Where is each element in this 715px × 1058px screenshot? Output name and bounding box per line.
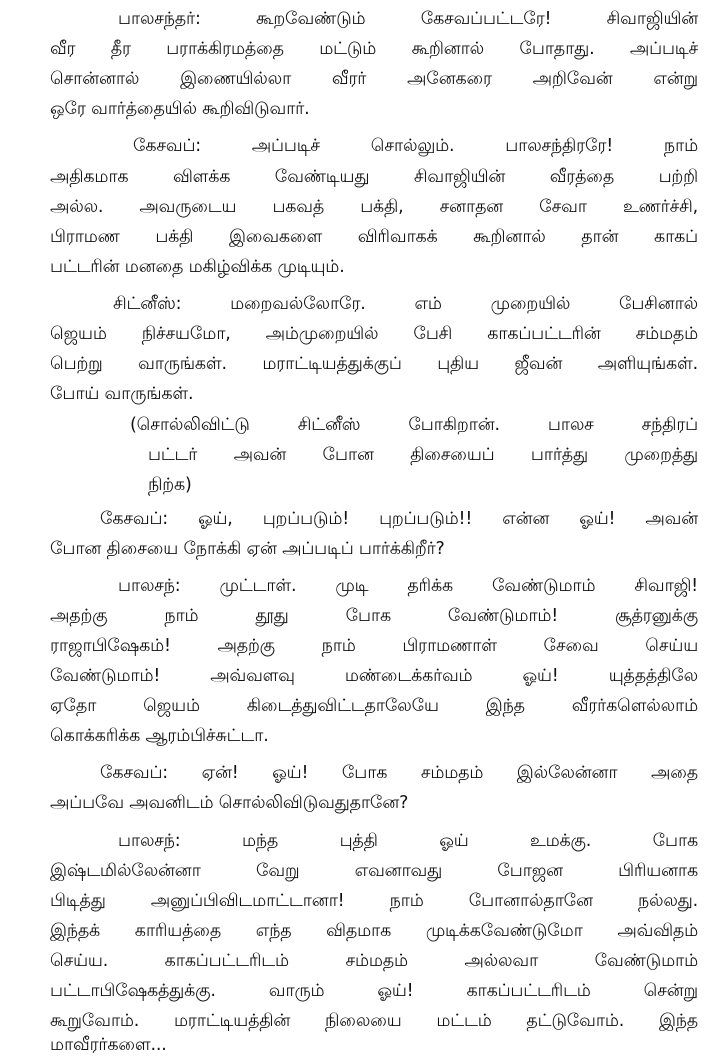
text-line: கேசவப்: ஏன்! ஓய்! போக சம்மதம் இல்லேன்னா அதை [100,763,698,783]
text-line: செய்ய. காகப்பட்டரிடம் சம்மதம் அல்லவா வேண்டுமாம் [50,951,698,971]
text-line: ஜெயம் நிச்சயமோ, அம்முறையில் பேசி காகப்பட்டரின் சம்மதம் [50,324,698,344]
text-line: கேசவப்: ஓய், புறப்படும்! புறப்படும்!! என்ன ஓய்! அவன் [100,509,698,529]
text-line: சிட்னீஸ்: மறைவல்லோரே. எம் முறையில் பேசினால் [113,294,698,314]
text-line: பாலசந்: முட்டாள். முடி தரிக்க வேண்டுமாம் சிவாஜி! [118,576,698,596]
text-line: பிடித்து அனுப்பிவிடமாட்டானா! நாம் போனால்தானே நல்லது. [50,891,698,911]
text-line: போய் வாருங்கள். [50,384,194,404]
text-line: கொக்கரிக்க ஆரம்பிச்சுட்டா. [50,726,269,746]
text-line: பெற்று வாருங்கள். மராட்டியத்துக்குப் புதிய ஜீவன் அளியுங்கள். [50,354,698,374]
text-line: இந்தக் காரியத்தை எந்த விதமாக முடிக்கவேண்டுமோ அவ்விதம் [50,921,698,941]
text-line: பட்டாபிஷேகத்துக்கு. வாரும் ஓய்! காகப்பட்டரிடம் சென்று [50,981,698,1001]
text-line: பிராமண பக்தி இவைகளை விரிவாகக் கூறினால் தான் காகப் [50,227,698,247]
stage-direction-line: (சொல்லிவிட்டு சிட்னீஸ் போகிறான். பாலச சந்திரப் [130,415,698,435]
text-line: பட்டரின் மனதை மகிழ்விக்க முடியும். [50,257,345,277]
text-line: பாலசந்தர்: கூறவேண்டும் கேசவப்பட்டரே! சிவாஜியின் [118,9,698,29]
stage-direction-line: நிற்க) [148,475,192,495]
text-line: சொன்னால் இணையில்லா வீரர் அனேகரை அறிவேன் என்று [50,69,698,89]
text-line: இஷ்டமில்லேன்னா வேறு எவனாவது போஜன பிரியனாக [50,861,698,881]
text-line: ஒரே வார்த்தையில் கூறிவிடுவார். [50,99,310,119]
text-line: போன திசையை நோக்கி ஏன் அப்படிப் பார்க்கிறீர்? [50,539,445,559]
text-line: வேண்டுமாம்! அவ்வளவு மண்டைக்கர்வம் ஓய்! யுத்தத்திலே [50,666,698,686]
text-line: ராஜாபிஷேகம்! அதற்கு நாம் பிராமணாள் சேவை செய்ய [50,636,698,656]
stage-direction-line: பட்டர் அவன் போன திசையைப் பார்த்து முறைத்து [148,445,698,465]
text-line: அல்ல. அவருடைய பகவத் பக்தி, சனாதன சேவா உணர்ச்சி, [50,197,698,217]
text-line: அதிகமாக விளக்க வேண்டியது சிவாஜியின் வீரத்தை பற்றி [50,167,698,187]
text-line: அதற்கு நாம் தூது போக வேண்டுமாம்! சூத்ரனுக்கு [50,606,698,626]
text-line: ஏதோ ஜெயம் கிடைத்துவிட்டதாலேயே இந்த வீரர்களெல்லாம் [50,696,698,716]
text-line: அப்பவே அவனிடம் சொல்லிவிடுவதுதானே? [50,793,409,813]
text-line: பாலசந்: மந்த புத்தி ஓய் உமக்கு. போக [118,831,698,851]
text-line: கேசவப்: அப்படிச் சொல்லும். பாலசந்திரரே! நாம் [133,136,698,156]
text-line: வீர தீர பராக்கிரமத்தை மட்டும் கூறினால் போதாது. அப்படிச் [50,39,698,59]
text-line: மாவீரர்களை... [50,1035,167,1055]
text-line: கூறுவோம். மராட்டியத்தின் நிலையை மட்டம் தட்டுவோம். இந்த [50,1011,698,1031]
